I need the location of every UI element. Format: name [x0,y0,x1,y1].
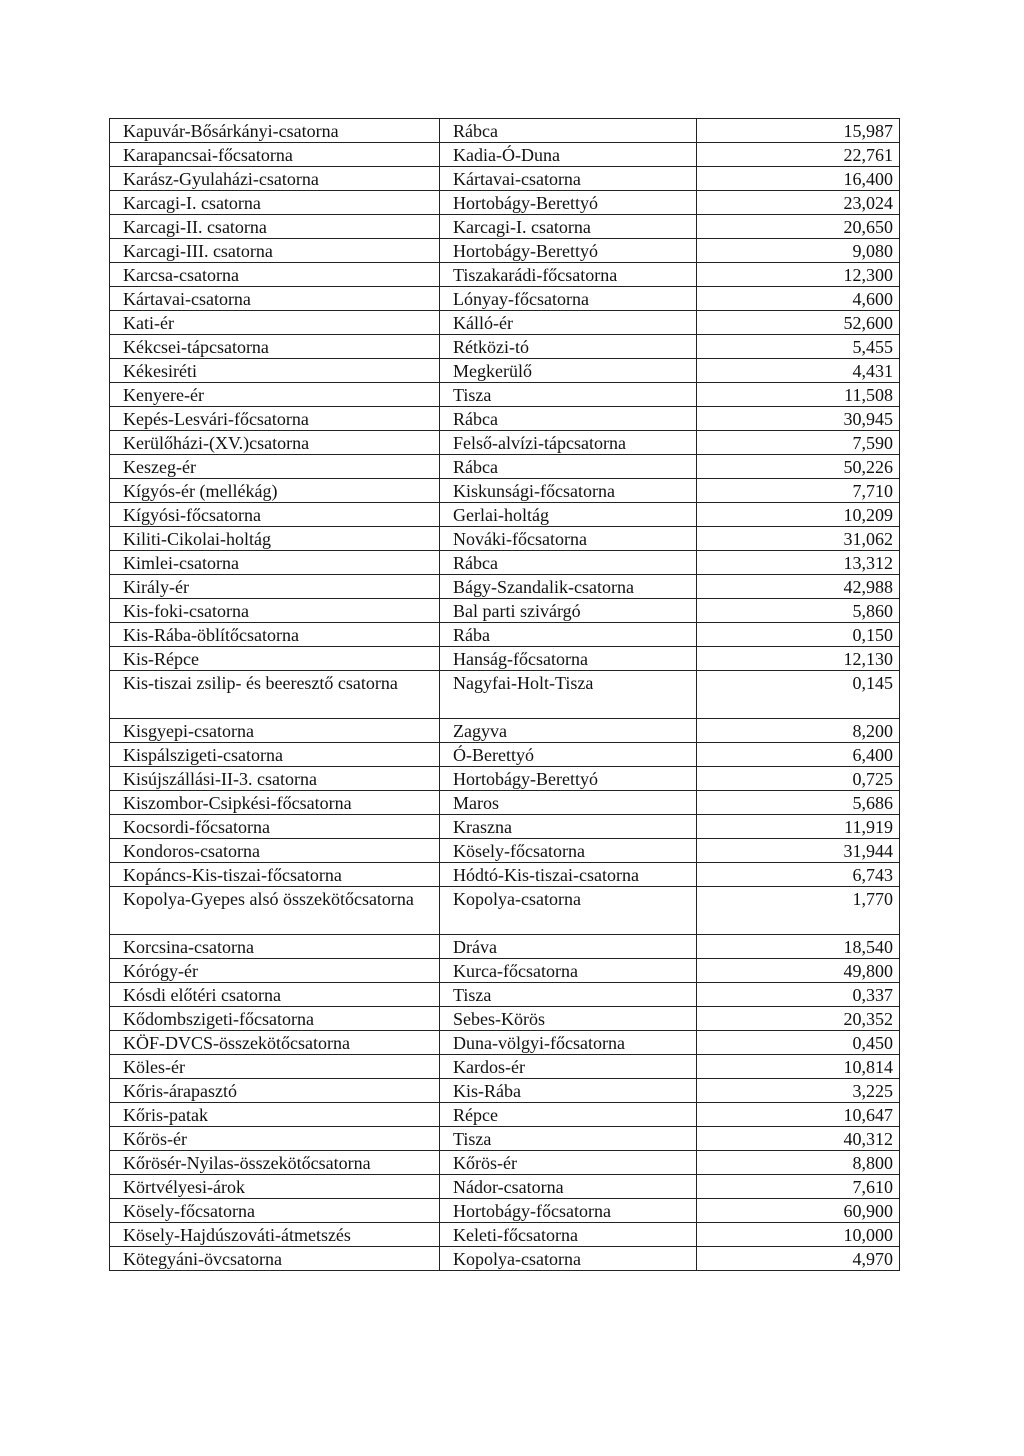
length-cell: 10,647 [697,1103,900,1127]
length-cell: 16,400 [697,167,900,191]
table-row [110,719,900,743]
table-row [110,791,900,815]
recipient-cell: Kopolya-csatorna [440,887,697,935]
recipient-cell: Duna-völgyi-főcsatorna [440,1031,697,1055]
table-row [110,767,900,791]
table-row [110,167,900,191]
length-cell: 11,919 [697,815,900,839]
length-cell: 4,431 [697,359,900,383]
table-row [110,623,900,647]
table-row [110,239,900,263]
length-cell: 5,686 [697,791,900,815]
length-cell: 6,400 [697,743,900,767]
recipient-cell: Tisza [440,1127,697,1151]
canal-name-cell: Kődombszigeti-főcsatorna [110,1007,440,1031]
recipient-cell: Zagyva [440,719,697,743]
canal-name-cell: Karapancsai-főcsatorna [110,143,440,167]
canal-name-cell: Kígyósi-főcsatorna [110,503,440,527]
length-cell: 9,080 [697,239,900,263]
canal-name-cell: Kösely-Hajdúszováti-átmetszés [110,1223,440,1247]
table-row [110,1175,900,1199]
recipient-cell: Megkerülő [440,359,697,383]
length-cell: 30,945 [697,407,900,431]
length-cell: 10,209 [697,503,900,527]
table-row [110,311,900,335]
table-row [110,1127,900,1151]
canal-name-cell: Kispálszigeti-csatorna [110,743,440,767]
recipient-cell: Hanság-főcsatorna [440,647,697,671]
canal-name-cell: Király-ér [110,575,440,599]
table-row [110,959,900,983]
length-cell: 0,150 [697,623,900,647]
recipient-cell: Rábca [440,119,697,143]
canal-name-cell: Kígyós-ér (mellékág) [110,479,440,503]
length-cell: 18,540 [697,935,900,959]
table-row [110,119,900,143]
recipient-cell: Kiskunsági-főcsatorna [440,479,697,503]
table-row [110,1247,900,1271]
canal-name-cell: Karcagi-II. csatorna [110,215,440,239]
length-cell: 7,610 [697,1175,900,1199]
canal-name-cell: Kis-foki-csatorna [110,599,440,623]
table-row [110,1079,900,1103]
recipient-cell: Rétközi-tó [440,335,697,359]
length-cell: 20,352 [697,1007,900,1031]
table-row [110,191,900,215]
recipient-cell: Kraszna [440,815,697,839]
canal-name-cell: Kiszombor-Csipkési-főcsatorna [110,791,440,815]
table-row [110,1055,900,1079]
canal-name-cell: Kőris-patak [110,1103,440,1127]
length-cell: 0,725 [697,767,900,791]
recipient-cell: Gerlai-holtág [440,503,697,527]
table-row [110,863,900,887]
table-row [110,215,900,239]
canal-name-cell: Kisgyepi-csatorna [110,719,440,743]
canal-name-cell: Kőrösér-Nyilas-összekötőcsatorna [110,1151,440,1175]
recipient-cell: Hortobágy-Berettyó [440,239,697,263]
table-row [110,407,900,431]
table-row [110,527,900,551]
recipient-cell: Keleti-főcsatorna [440,1223,697,1247]
recipient-cell: Nádor-csatorna [440,1175,697,1199]
canal-name-cell: Karcagi-I. csatorna [110,191,440,215]
length-cell: 8,800 [697,1151,900,1175]
table-row [110,647,900,671]
canal-name-cell: Kékcsei-tápcsatorna [110,335,440,359]
recipient-cell: Dráva [440,935,697,959]
canal-name-cell: Kimlei-csatorna [110,551,440,575]
canal-name-cell: Kepés-Lesvári-főcsatorna [110,407,440,431]
recipient-cell: Hortobágy-Berettyó [440,191,697,215]
length-cell: 0,450 [697,1031,900,1055]
canal-name-cell: Kártavai-csatorna [110,287,440,311]
recipient-cell: Lónyay-főcsatorna [440,287,697,311]
table-row [110,575,900,599]
recipient-cell: Ó-Berettyó [440,743,697,767]
canal-name-cell: Keszeg-ér [110,455,440,479]
canal-name-cell: Kórógy-ér [110,959,440,983]
canal-name-cell: Kis-tiszai zsilip- és beeresztő csatorna [110,671,440,719]
table-row [110,1103,900,1127]
recipient-cell: Hortobágy-Berettyó [440,767,697,791]
table-row [110,479,900,503]
length-cell: 12,130 [697,647,900,671]
length-cell: 7,590 [697,431,900,455]
recipient-cell: Hódtó-Kis-tiszai-csatorna [440,863,697,887]
canal-name-cell: Kösely-főcsatorna [110,1199,440,1223]
length-cell: 0,337 [697,983,900,1007]
length-cell: 0,145 [697,671,900,719]
recipient-cell: Rábca [440,407,697,431]
canal-name-cell: Körtvélyesi-árok [110,1175,440,1199]
table-row [110,335,900,359]
recipient-cell: Hortobágy-főcsatorna [440,1199,697,1223]
canal-name-cell: Kondoros-csatorna [110,839,440,863]
length-cell: 42,988 [697,575,900,599]
recipient-cell: Kardos-ér [440,1055,697,1079]
canal-name-cell: Kopolya-Gyepes alsó összekötőcsatorna [110,887,440,935]
length-cell: 8,200 [697,719,900,743]
length-cell: 60,900 [697,1199,900,1223]
canal-name-cell: Kőrös-ér [110,1127,440,1151]
table-row [110,143,900,167]
length-cell: 49,800 [697,959,900,983]
length-cell: 12,300 [697,263,900,287]
table-row [110,887,900,935]
recipient-cell: Tiszakarádi-főcsatorna [440,263,697,287]
length-cell: 5,860 [697,599,900,623]
length-cell: 13,312 [697,551,900,575]
length-cell: 20,650 [697,215,900,239]
canal-name-cell: KÖF-DVCS-összekötőcsatorna [110,1031,440,1055]
recipient-cell: Bal parti szivárgó [440,599,697,623]
canal-name-cell: Köles-ér [110,1055,440,1079]
canal-name-cell: Karcagi-III. csatorna [110,239,440,263]
table-row [110,1007,900,1031]
recipient-cell: Rábca [440,551,697,575]
canal-name-cell: Kis-Rába-öblítőcsatorna [110,623,440,647]
table-row [110,671,900,719]
table-row [110,359,900,383]
recipient-cell: Rába [440,623,697,647]
recipient-cell: Tisza [440,983,697,1007]
length-cell: 52,600 [697,311,900,335]
table-row [110,455,900,479]
length-cell: 10,814 [697,1055,900,1079]
canal-name-cell: Kati-ér [110,311,440,335]
recipient-cell: Tisza [440,383,697,407]
length-cell: 5,455 [697,335,900,359]
recipient-cell: Kopolya-csatorna [440,1247,697,1271]
length-cell: 4,970 [697,1247,900,1271]
canal-name-cell: Kisújszállási-II-3. csatorna [110,767,440,791]
table-row [110,743,900,767]
canal-name-cell: Kiliti-Cikolai-holtág [110,527,440,551]
table-row [110,287,900,311]
canal-name-cell: Kerülőházi-(XV.)csatorna [110,431,440,455]
canal-table-body [110,119,900,1271]
recipient-cell: Kőrös-ér [440,1151,697,1175]
length-cell: 4,600 [697,287,900,311]
canal-name-cell: Kósdi előtéri csatorna [110,983,440,1007]
table-row [110,599,900,623]
canal-name-cell: Kis-Répce [110,647,440,671]
canal-name-cell: Kopáncs-Kis-tiszai-főcsatorna [110,863,440,887]
length-cell: 10,000 [697,1223,900,1247]
canal-name-cell: Kenyere-ér [110,383,440,407]
table-row [110,383,900,407]
recipient-cell: Kártavai-csatorna [440,167,697,191]
recipient-cell: Kálló-ér [440,311,697,335]
table-row [110,1199,900,1223]
table-row [110,983,900,1007]
length-cell: 23,024 [697,191,900,215]
length-cell: 6,743 [697,863,900,887]
recipient-cell: Kösely-főcsatorna [440,839,697,863]
recipient-cell: Rábca [440,455,697,479]
recipient-cell: Karcagi-I. csatorna [440,215,697,239]
canal-name-cell: Karász-Gyulaházi-csatorna [110,167,440,191]
canal-name-cell: Kötegyáni-övcsatorna [110,1247,440,1271]
length-cell: 31,944 [697,839,900,863]
table-row [110,815,900,839]
canal-table [109,118,900,1271]
length-cell: 31,062 [697,527,900,551]
length-cell: 7,710 [697,479,900,503]
length-cell: 15,987 [697,119,900,143]
recipient-cell: Maros [440,791,697,815]
table-row [110,263,900,287]
table-row [110,1031,900,1055]
length-cell: 1,770 [697,887,900,935]
canal-name-cell: Kocsordi-főcsatorna [110,815,440,839]
table-row [110,1151,900,1175]
canal-name-cell: Kapuvár-Bősárkányi-csatorna [110,119,440,143]
length-cell: 3,225 [697,1079,900,1103]
table-row [110,503,900,527]
length-cell: 22,761 [697,143,900,167]
length-cell: 50,226 [697,455,900,479]
recipient-cell: Kis-Rába [440,1079,697,1103]
canal-name-cell: Korcsina-csatorna [110,935,440,959]
recipient-cell: Répce [440,1103,697,1127]
recipient-cell: Kurca-főcsatorna [440,959,697,983]
canal-name-cell: Kékesiréti [110,359,440,383]
table-row [110,551,900,575]
table-row [110,1223,900,1247]
recipient-cell: Felső-alvízi-tápcsatorna [440,431,697,455]
table-row [110,839,900,863]
recipient-cell: Nagyfai-Holt-Tisza [440,671,697,719]
recipient-cell: Sebes-Körös [440,1007,697,1031]
canal-name-cell: Kőris-árapasztó [110,1079,440,1103]
table-row [110,935,900,959]
recipient-cell: Nováki-főcsatorna [440,527,697,551]
recipient-cell: Bágy-Szandalik-csatorna [440,575,697,599]
length-cell: 11,508 [697,383,900,407]
recipient-cell: Kadia-Ó-Duna [440,143,697,167]
canal-name-cell: Karcsa-csatorna [110,263,440,287]
length-cell: 40,312 [697,1127,900,1151]
table-row [110,431,900,455]
